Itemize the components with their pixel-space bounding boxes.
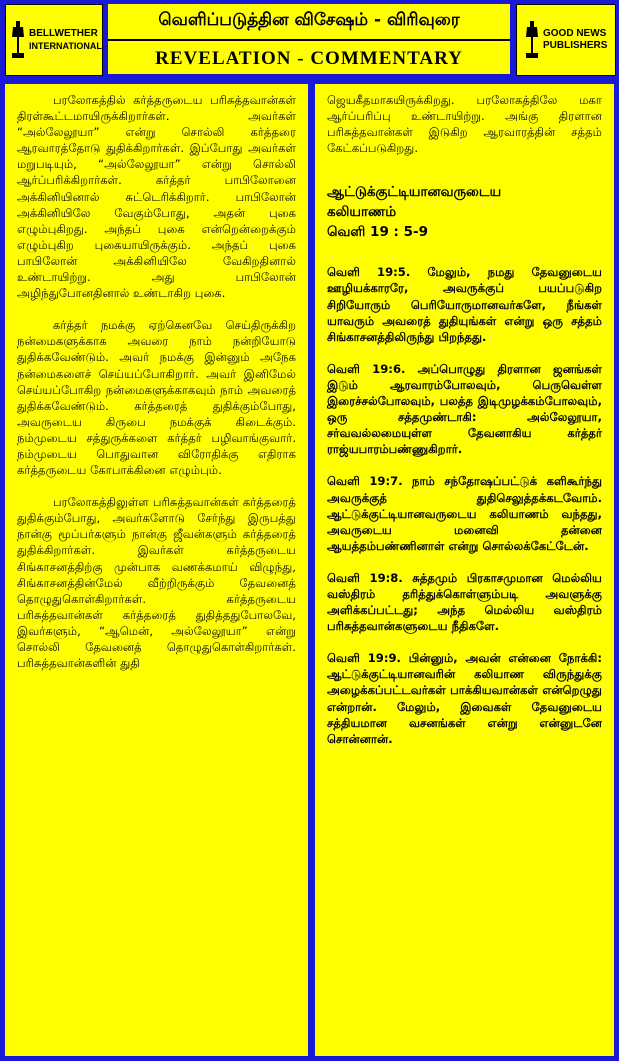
section-heading-line1: ஆட்டுக்குட்டியானவருடைய (327, 184, 502, 201)
left-column (5, 84, 308, 1056)
right-column (315, 84, 614, 1056)
title-box (108, 4, 510, 74)
verse-paragraph: வெளி 19:6. அப்பொழுது திரளான ஜனங்கள் இடும் ஆரவாரம்போலவும், பெருவெள்ள இரைச்சல்போலவும், பலத்த இடிமுழக்கம்போலவும், ஒரு சத்தமுண்டாகி: அல்லேலூயா, சர்வவல்லமையுள்ள தேவனாகிய கர்த்தர் ராஜ்யபாரம்பண்ணுகிறார். (327, 361, 602, 457)
verse-paragraph: வெளி 19:9. பின்னும், அவன் என்னை நோக்கி: ஆட்டுக்குட்டியானவரின் கலியாண விருந்துக்கு அழைக்கப்பட்டவர்கள் பாக்கியவான்கள் என்றெழுது என்றான். மேலும், இவைகள் தேவனுடைய சத்தியமான வசனங்கள் என்று என்னுடனே சொன்னான். (327, 651, 602, 746)
title-english: REVELATION - COMMENTARY (155, 48, 463, 69)
publisher-logo-right (516, 4, 616, 76)
verse-paragraph: வெளி 19:8. சுத்தமும் பிரகாசமுமான மெல்லிய வஸ்திரம் தரித்துக்கொள்ளும்படி அவளுக்கு அளிக்கப்பட்டது; அந்த மெல்லிய வஸ்திரம் பரிசுத்தவான்களுடைய நீதிகளே. (327, 570, 602, 634)
title-divider (108, 39, 510, 41)
verse-paragraph: வெளி 19:7. நாம் சந்தோஷப்பட்டுக் களிகூர்ந்து அவருக்குத் துதிசெலுத்தக்கடவோம். ஆட்டுக்குட்டியானவருடைய கலியாணம் வந்தது, அவருடைய மனைவி தன்னை ஆயத்தம்பண்ணினாள் என்று சொல்லக்கேட்டேன். (327, 474, 602, 553)
commentary-paragraph: கர்த்தர் நமக்கு ஏற்கெனவே செய்திருக்கிற நன்மைகளுக்காக அவரை நாம் நன்றியோடு துதிக்கவேண்டும். அவர் நமக்கு இன்னும் அநேக நன்மைகளைச் செய்யப்போகிறார். அவர் இனிமேல் செய்யப்போகிற நன்மைகளுக்காகவும் நாம் அவரைத் துதிக்கவேண்டும். கர்த்தரைத் துதிக்கும்போது, அவருடைய கிருபை நமக்குக் கிடைக்கும். நம்முடைய சத்துருக்களை கர்த்தர் பழிவாங்குவார். நம்முடைய பொதுவான விரோதிக்கு எதிராக கர்த்தருடைய கோபாக்கினை எழும்பும். (17, 318, 296, 478)
commentary-paragraph: ஜெயகீதமாகயிருக்கிறது. பரலோகத்திலே மகா ஆர்ப்பரிப்பு உண்டாயிற்று. அங்கு திரளான பரிசுத்தவான்கள் இடுகிற ஆரவாரத்தின் சத்தம் கேட்கப்படுகிறது. (327, 93, 602, 156)
commentary-paragraph: பரலோகத்தில் கர்த்தருடைய பரிசுத்தவான்கள் திரள்கூட்டமாயிருக்கிறார்கள். அவர்கள் “அல்லேலூயா” என்று சொல்லி கர்த்தரை ஆரவாரத்தோடு துதிக்கிறார்கள். இப்போது அவர்கள் மறுபடியும், “அல்லேலூயா” என்று சொல்லி ஆர்ப்பரிக்கிறார்கள். கர்த்தர் பாபிலோனை அக்கினியினால் சுட்டெரிக்கிறார். பாபிலோன் அக்கினியிலே வேகும்போது, அதன் புகை எழும்புகிறது. அந்தப் புகை என்றென்றைக்கும் எழும்புகிற புகையாயிருக்கும். அந்தப் புகை பாபிலோன் அக்கினியிலே வேகிறதினால் உண்டாயிற்று. அது பாபிலோன் அழிந்துபோனதினால் உண்டாகிற புகை. (17, 93, 296, 301)
lamp-icon (11, 21, 25, 59)
logo-line1: BELLWETHER (29, 28, 98, 39)
publisher-logo-left (5, 4, 103, 76)
section-heading (327, 182, 602, 242)
title-tamil: வெளிப்படுத்தின விசேஷம் - விரிவுரை (158, 10, 460, 30)
commentary-paragraph: பரலோகத்திலுள்ள பரிசுத்தவான்கள் கர்த்தரைத் துதிக்கும்போது, அவர்களோடு சேர்ந்து இருபத்து நான்கு மூப்பர்களும் நான்கு ஜீவன்களும் கர்த்தரைத் துதிக்கிறார்கள். இவர்கள் கர்த்தருடைய சிங்காசனத்திற்கு முன்பாக வணக்கமாய் விழுந்து, சிங்காசனத்தின்மேல் வீற்றிருக்கும் தேவனைத் தொழுதுகொள்கிறார்கள். கர்த்தருடைய பரிசுத்தவான்கள் கர்த்தரைத் துதித்ததுபோலவே, இவர்களும், “ஆமென், அல்லேலூயா” என்று சொல்லி தேவனைத் தொழுதுகொள்கிறார்கள். பரிசுத்தவான்களின் துதி (17, 495, 296, 671)
logo-line2: INTERNATIONAL (29, 41, 102, 51)
section-heading-line2: கலியாணம் (327, 204, 397, 221)
logo-line2: PUBLISHERS (543, 40, 608, 51)
section-heading-reference: வெளி 19 : 5-9 (327, 224, 429, 241)
logo-line1: GOOD NEWS (543, 28, 607, 39)
verse-paragraph: வெளி 19:5. மேலும், நமது தேவனுடைய ஊழியக்காரரே, அவருக்குப் பயப்படுகிற சிறியோரும் பெரியோருமானவர்களே, நீங்கள் யாவரும் அவரைத் துதியுங்கள் என்று ஒரு சத்தம் சிங்காசனத்திலிருந்து பிறந்தது. (327, 265, 602, 344)
lamp-icon (525, 21, 539, 59)
